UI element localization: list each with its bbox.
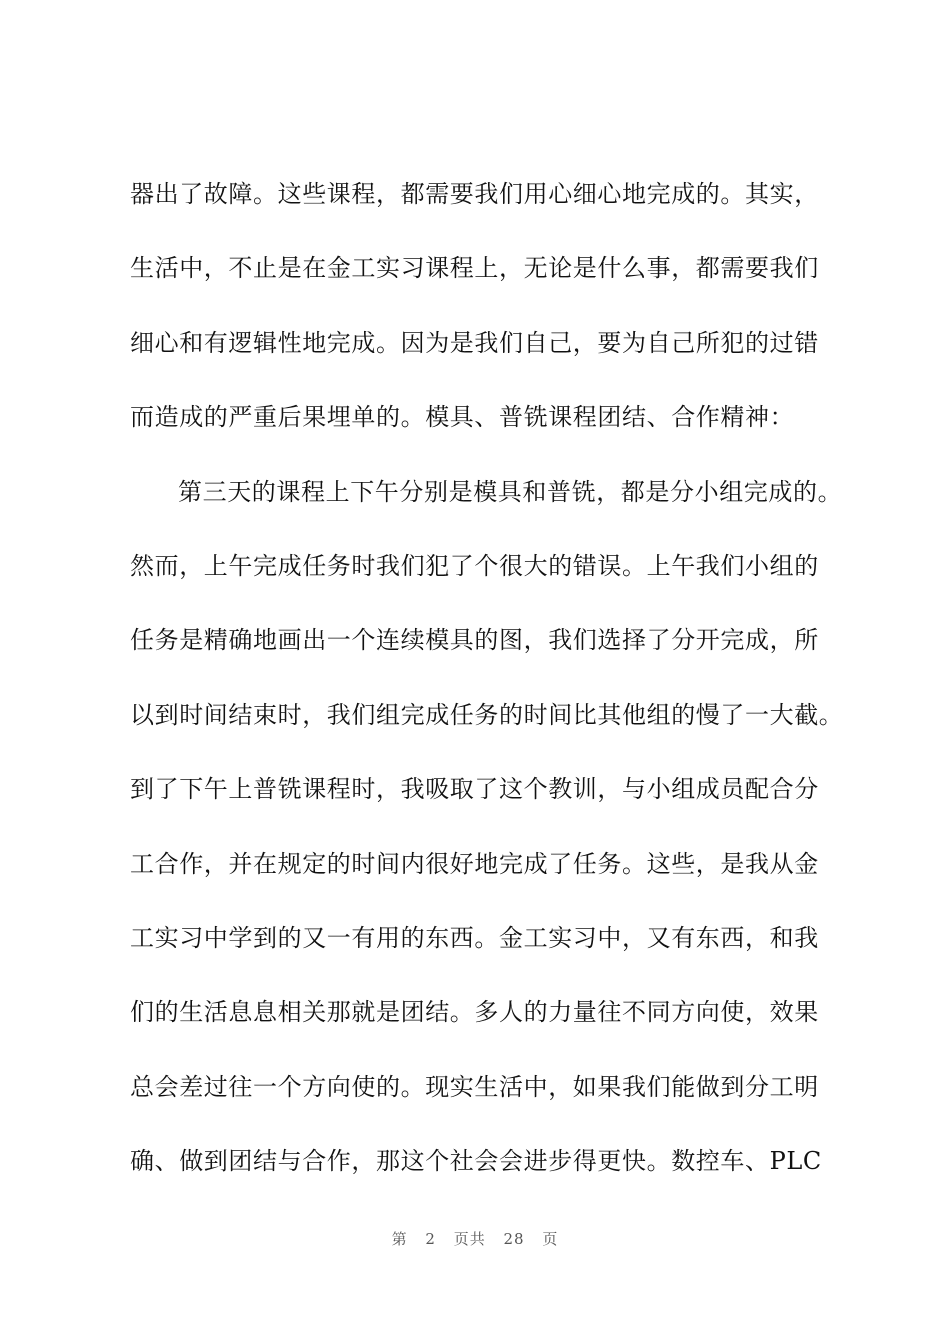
text-line: 总会差过往一个方向使的。现实生活中，如果我们能做到分工明 (130, 1072, 819, 1101)
footer-suffix: 页 (542, 1230, 559, 1248)
body-text (130, 170, 850, 1211)
footer-middle: 页共 (453, 1230, 486, 1248)
text-line: 到了下午上普铣课程时，我吸取了这个教训，与小组成员配合分 (130, 775, 819, 804)
text-line: 器出了故障。这些课程，都需要我们用心细心地完成的。其实， (130, 180, 819, 208)
text-line: 们的生活息息相关那就是团结。多人的力量往不同方向使，效果 (130, 998, 819, 1027)
text-line: 以到时间结束时，我们组完成任务的时间比其他组的慢了一大截。 (130, 700, 844, 729)
current-page-number: 2 (425, 1230, 436, 1248)
text-line: 而造成的严重后果埋单的。模具、普铣课程团结、合作精神： (130, 403, 795, 432)
text-line: 工实习中学到的又一有用的东西。金工实习中，又有东西，和我 (130, 923, 819, 952)
text-line: 细心和有逻辑性地完成。因为是我们自己，要为自己所犯的过错 (130, 328, 819, 357)
page-footer (0, 1228, 950, 1249)
text-line: 然而，上午完成任务时我们犯了个很大的错误。上午我们小组的 (130, 551, 819, 580)
paragraph-first-line: 第三天的课程上下午分别是模具和普铣，都是分小组完成的。 (178, 477, 843, 506)
text-line: 任务是精确地画出一个连续模具的图，我们选择了分开完成，所 (130, 626, 819, 655)
total-pages-number: 28 (503, 1230, 525, 1248)
footer-prefix: 第 (391, 1230, 408, 1248)
text-line: 确、做到团结与合作，那这个社会会进步得更快。数控车、PLC (130, 1147, 822, 1176)
text-line: 工合作，并在规定的时间内很好地完成了任务。这些，是我从金 (130, 849, 819, 878)
text-line: 生活中，不止是在金工实习课程上，无论是什么事，都需要我们 (130, 254, 819, 283)
